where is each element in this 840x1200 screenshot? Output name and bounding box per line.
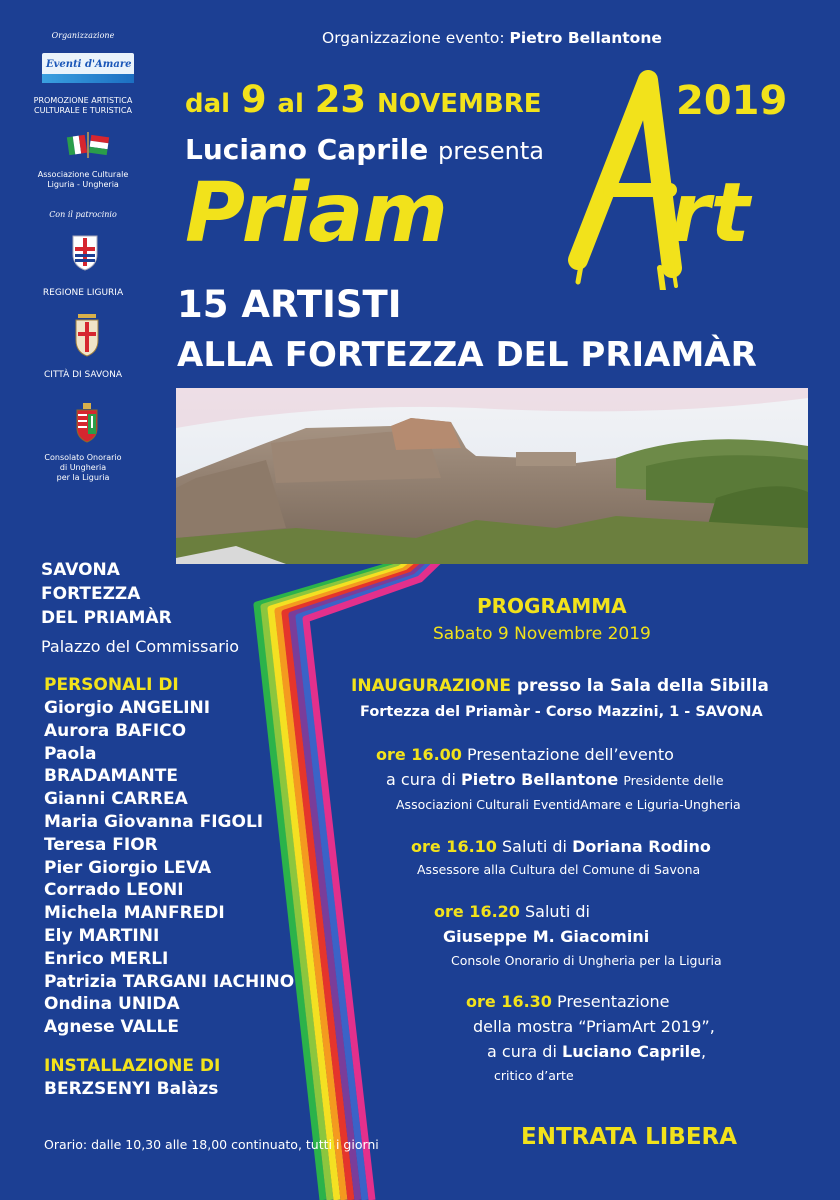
presenter-line: [185, 133, 544, 166]
brand-priam: Priam: [185, 166, 447, 261]
consolato-line-3: per la Liguria: [56, 473, 110, 482]
fortress-photo: [176, 388, 808, 564]
location-line-2: FORTEZZA: [41, 584, 141, 604]
event-4-time: ore 16.30: [466, 992, 552, 1011]
entrata-libera: ENTRATA LIBERA: [521, 1124, 738, 1150]
event-1-line-2: [386, 770, 724, 789]
event-4-name: Luciano Caprile: [562, 1042, 702, 1061]
event-4-pre: a cura di: [487, 1042, 557, 1061]
location-line-3: DEL PRIAMÀR: [41, 608, 172, 628]
eventi-caption-1: PROMOZIONE ARTISTICA: [33, 96, 133, 105]
event-3-line-3: Console Onorario di Ungheria per la Liguria: [451, 953, 722, 968]
organizer-label: Organizzazione evento:: [322, 29, 505, 47]
inaugurazione-line: [351, 676, 769, 696]
dates-month: NOVEMBRE: [376, 89, 542, 119]
assoc-line-1: Associazione Culturale: [37, 170, 129, 179]
regione-liguria-label: REGIONE LIGURIA: [42, 288, 124, 298]
dates-al: al: [277, 89, 304, 119]
eventidamare-logo-text: Eventi d'Amare: [46, 59, 132, 70]
installazione-heading: INSTALLAZIONE DI: [44, 1056, 221, 1076]
artist-name: Michela MANFREDI: [44, 903, 225, 924]
artist-name: BRADAMANTE: [44, 766, 178, 787]
artists-count-title: 15 ARTISTI: [177, 283, 402, 326]
artist-name: Giorgio ANGELINI: [44, 698, 211, 718]
regione-liguria-crest-icon: [70, 232, 100, 272]
inaug-text: presso la Sala della Sibilla: [516, 676, 769, 696]
event-1-pre: a cura di: [386, 770, 456, 789]
italy-hungary-flags-icon: [66, 130, 110, 160]
event-2-line-1: [411, 837, 711, 856]
event-1-text: Presentazione dell’evento: [467, 745, 674, 764]
inaug-label: INAUGURAZIONE: [351, 676, 511, 696]
artist-name: Aurora BAFICO: [44, 720, 187, 741]
programma-date: Sabato 9 Novembre 2019: [433, 624, 651, 644]
event-4-comma: ,: [701, 1042, 707, 1061]
event-1-name: Pietro Bellantone: [461, 770, 619, 789]
citta-savona-label: CITTÀ DI SAVONA: [44, 370, 122, 380]
patrocinio-label: Con il patrocinio: [49, 210, 117, 219]
event-dates: [185, 78, 542, 121]
event-3-line-1: [434, 902, 590, 921]
presenter-verb: presenta: [438, 137, 544, 165]
artist-name: Enrico MERLI: [44, 948, 169, 969]
inaug-address: Fortezza del Priamàr - Corso Mazzini, 1 - SAVONA: [360, 704, 763, 720]
event-4-line-4: critico d’arte: [494, 1068, 574, 1083]
consolato-line-1: Consolato Onorario: [44, 453, 122, 462]
event-4-line-2: della mostra “PriamArt 2019”,: [473, 1017, 715, 1036]
organizer-name: Pietro Bellantone: [509, 29, 662, 47]
event-4-text: Presentazione: [557, 992, 670, 1011]
event-4-line-3: [487, 1042, 706, 1061]
artist-name: Ondina UNIDA: [44, 994, 180, 1015]
artist-name: Maria Giovanna FIGOLI: [44, 812, 264, 832]
artist-name: Gianni CARREA: [44, 789, 188, 810]
event-2-name: Doriana Rodino: [572, 837, 711, 856]
artist-name: Pier Giorgio LEVA: [44, 857, 212, 878]
programma-heading: PROGRAMMA: [477, 594, 627, 618]
organizer-line: [322, 29, 662, 47]
event-2-text: Saluti di: [502, 837, 567, 856]
consolato-line-2: di Ungheria: [59, 463, 107, 472]
event-1-line-1: [376, 745, 674, 764]
personali-heading: PERSONALI DI: [44, 675, 179, 695]
brand-rt: rt: [670, 166, 750, 261]
artist-name: Paola: [44, 743, 97, 764]
event-1-post: Presidente delle: [623, 773, 724, 788]
event-3-text: Saluti di: [525, 902, 590, 921]
eventidamare-logo: [42, 53, 134, 83]
artist-name: Agnese VALLE: [44, 1017, 179, 1038]
eventi-caption-2: CULTURALE E TURISTICA: [34, 106, 132, 115]
location-line-1: SAVONA: [41, 560, 120, 580]
wave-icon: [42, 74, 134, 83]
event-3-name: Giuseppe M. Giacomini: [443, 927, 650, 946]
presenter-name: Luciano Caprile: [185, 133, 429, 166]
dates-dal: dal: [185, 89, 231, 119]
event-year: 2019: [676, 78, 788, 124]
event-4-line-1: [466, 992, 669, 1011]
organizzazione-label: Organizzazione: [51, 31, 115, 40]
venue-title: ALLA FORTEZZA DEL PRIAMÀR: [177, 335, 757, 375]
dates-day-end: 23: [314, 78, 367, 121]
event-2-time: ore 16.10: [411, 837, 497, 856]
installazione-artist: BERZSENYI Balàzs: [44, 1079, 219, 1099]
citta-savona-crest-icon: [72, 312, 102, 358]
event-3-time: ore 16.20: [434, 902, 520, 921]
dates-day-start: 9: [240, 78, 267, 121]
artist-name: Teresa FIOR: [44, 834, 158, 855]
event-1-time: ore 16.00: [376, 745, 462, 764]
assoc-line-2: Liguria - Ungheria: [47, 180, 119, 189]
event-2-line-2: Assessore alla Cultura del Comune di Savona: [417, 862, 701, 877]
location-building: Palazzo del Commissario: [41, 637, 240, 656]
opening-hours: Orario: dalle 10,30 alle 18,00 continuato, tutti i giorni: [44, 1137, 379, 1152]
event-1-line-3: Associazioni Culturali EventidAmare e Liguria-Ungheria: [396, 797, 741, 812]
artist-name: Corrado LEONI: [44, 880, 184, 901]
artist-name: Ely MARTINI: [44, 926, 160, 946]
artist-name: Patrizia TARGANI IACHINO: [44, 971, 295, 992]
hungary-crest-icon: [74, 402, 100, 444]
